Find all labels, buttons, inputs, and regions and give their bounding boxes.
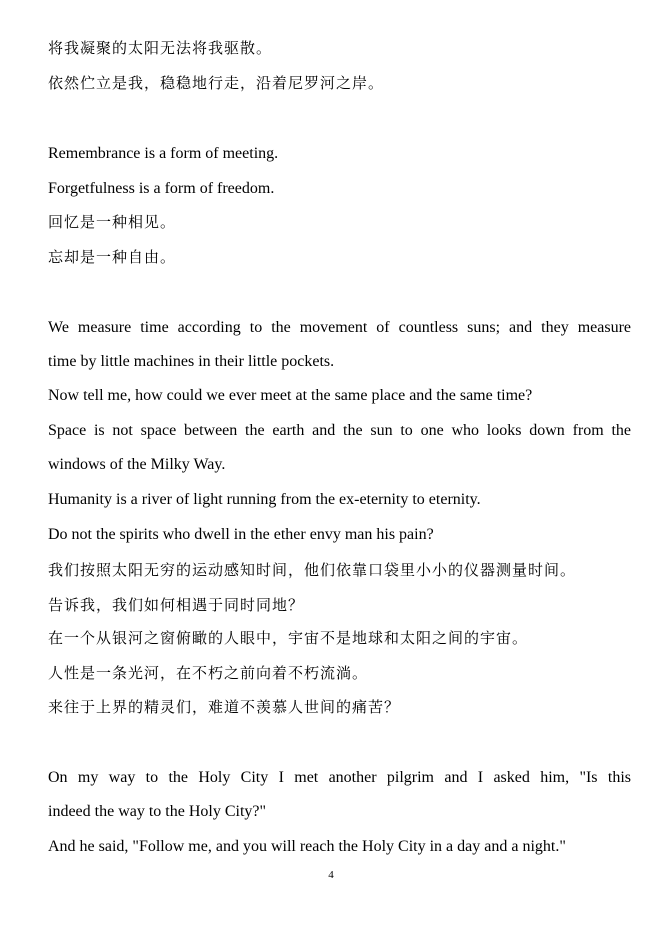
text-line: 依然伫立是我，稳稳地行走，沿着尼罗河之岸。 <box>48 74 385 92</box>
text-line: windows of the Milky Way. <box>48 456 226 473</box>
text-line: indeed the way to the Holy City?" <box>48 803 267 820</box>
text-line: On my way to the Holy City I met another pilgrim and I asked him, "Is this <box>48 769 631 786</box>
text-line: 我们按照太阳无穷的运动感知时间，他们依靠口袋里小小的仪器测量时间。 <box>48 561 577 579</box>
text-line: Remembrance is a form of meeting. <box>48 145 279 162</box>
text-line: 告诉我，我们如何相遇于同时同地？ <box>48 596 305 614</box>
text-line: We measure time according to the movement of countless suns; and they measure <box>48 319 631 336</box>
text-line: And he said, "Follow me, and you will reach the Holy City in a day and a night." <box>48 838 566 855</box>
text-line: time by little machines in their little pockets. <box>48 353 335 370</box>
text-line: 回忆是一种相见。 <box>48 213 177 231</box>
text-line: Humanity is a river of light running from the ex-eternity to eternity. <box>48 491 481 508</box>
text-line: 人性是一条光河，在不朽之前向着不朽流淌。 <box>48 664 369 682</box>
text-line: 将我凝聚的太阳无法将我驱散。 <box>48 39 273 57</box>
text-line: Do not the spirits who dwell in the ether envy man his pain? <box>48 526 434 543</box>
text-line: 来往于上界的精灵们，难道不羡慕人世间的痛苦？ <box>48 698 401 716</box>
text-line: Forgetfulness is a form of freedom. <box>48 180 275 197</box>
text-line: Space is not space between the earth and the sun to one who looks down from the <box>48 422 631 439</box>
text-line: Now tell me, how could we ever meet at the same place and the same time? <box>48 387 533 404</box>
text-line: 在一个从银河之窗俯瞰的人眼中，宇宙不是地球和太阳之间的宇宙。 <box>48 629 529 647</box>
page-number: 4 <box>328 869 334 881</box>
text-line: 忘却是一种自由。 <box>48 248 177 266</box>
